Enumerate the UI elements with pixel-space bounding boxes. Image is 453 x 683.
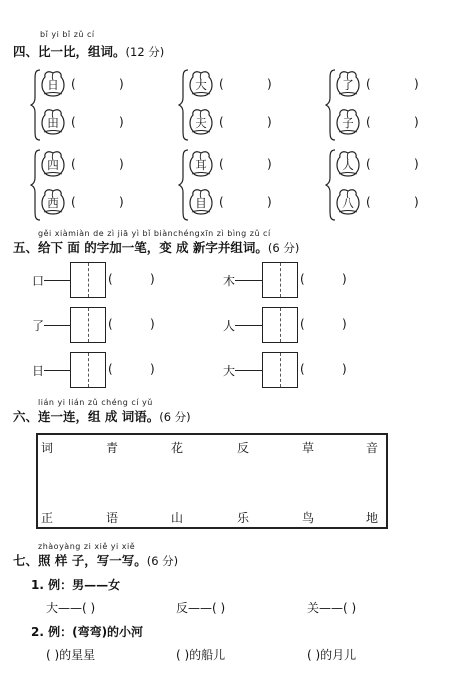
paren-close: ) xyxy=(119,157,124,171)
paren-close: ) xyxy=(342,362,347,376)
paren-open: ( xyxy=(71,115,76,129)
peach-icon xyxy=(336,70,360,98)
connector-line xyxy=(235,280,262,281)
part7-score: (6 分) xyxy=(146,554,179,568)
source-character: 人 xyxy=(223,319,236,333)
part5-title xyxy=(13,238,299,256)
peach-character: 西 xyxy=(47,196,59,210)
peach-icon xyxy=(189,108,213,136)
peach-character: 了 xyxy=(342,78,354,92)
paren-close: ) xyxy=(267,195,272,209)
paren-close: ) xyxy=(342,317,347,331)
example2-item[interactable]: ( )的星星 xyxy=(46,648,96,662)
match-word[interactable]: 鸟 xyxy=(302,511,315,525)
paren-close: ) xyxy=(119,115,124,129)
paren-open: ( xyxy=(219,77,224,91)
answer-blank[interactable] xyxy=(71,77,145,91)
peach-character: 大 xyxy=(195,78,207,92)
peach-character: 四 xyxy=(47,158,59,172)
answer-blank[interactable] xyxy=(300,362,350,376)
paren-close: ) xyxy=(150,317,155,331)
part5-title-text: 五、给下 面 的字加一笔，变 成 新字并组词。 xyxy=(13,240,268,255)
paren-open: ( xyxy=(300,362,305,376)
match-word[interactable]: 音 xyxy=(366,441,379,455)
compare-group xyxy=(30,68,145,142)
box-divider xyxy=(88,308,90,342)
example1-item[interactable]: 反——( ) xyxy=(176,601,226,615)
paren-open: ( xyxy=(71,77,76,91)
example2-label: 2. 例：(弯弯)的小河 xyxy=(31,625,144,639)
connector-line xyxy=(235,370,262,371)
paren-open: ( xyxy=(300,317,305,331)
peach-character: 田 xyxy=(47,116,59,130)
box-divider xyxy=(88,263,90,297)
peach-icon xyxy=(41,188,65,216)
writing-box[interactable] xyxy=(70,352,106,388)
example2-item[interactable]: ( )的船儿 xyxy=(176,648,226,662)
example1-item[interactable]: 关——( ) xyxy=(307,601,357,615)
part5-score: (6 分) xyxy=(267,241,300,255)
paren-close: ) xyxy=(414,77,419,91)
paren-close: ) xyxy=(119,195,124,209)
paren-close: ) xyxy=(267,77,272,91)
source-character: 大 xyxy=(223,364,236,378)
writing-box[interactable] xyxy=(70,262,106,298)
peach-character: 人 xyxy=(342,158,354,172)
paren-close: ) xyxy=(267,115,272,129)
source-character: 日 xyxy=(32,364,45,378)
paren-close: ) xyxy=(342,272,347,286)
answer-blank[interactable] xyxy=(366,195,440,209)
match-word[interactable]: 乐 xyxy=(237,511,250,525)
part6-title-text: 六、连一连，组 成 词语。 xyxy=(13,409,160,424)
peach-character: 耳 xyxy=(195,158,207,172)
answer-blank[interactable] xyxy=(219,115,293,129)
match-word[interactable]: 青 xyxy=(106,441,119,455)
connector-line xyxy=(235,325,262,326)
compare-group xyxy=(325,68,440,142)
answer-blank[interactable] xyxy=(71,115,145,129)
peach-character: 八 xyxy=(342,196,354,210)
answer-blank[interactable] xyxy=(219,77,293,91)
example1-label: 1. 例：男——女 xyxy=(31,578,121,592)
part7-pinyin: zhàoyàng zi xiě yi xiě xyxy=(38,542,136,551)
peach-icon xyxy=(336,150,360,178)
paren-open: ( xyxy=(219,157,224,171)
connector-line xyxy=(44,370,70,371)
source-character: 了 xyxy=(32,319,45,333)
answer-blank[interactable] xyxy=(108,317,158,331)
part6-title xyxy=(13,407,191,425)
paren-open: ( xyxy=(366,115,371,129)
box-divider xyxy=(280,308,282,342)
paren-close: ) xyxy=(414,157,419,171)
connector-line xyxy=(44,325,70,326)
part7-title-text: 七、照 样 子，写一写。 xyxy=(13,553,147,568)
writing-box[interactable] xyxy=(262,352,298,388)
source-character: 木 xyxy=(223,274,236,288)
part7-title xyxy=(13,551,178,569)
answer-blank[interactable] xyxy=(300,317,350,331)
paren-open: ( xyxy=(108,272,113,286)
answer-blank[interactable] xyxy=(219,195,293,209)
peach-icon xyxy=(336,108,360,136)
match-word[interactable]: 地 xyxy=(366,511,379,525)
paren-open: ( xyxy=(219,195,224,209)
example2-item[interactable]: ( )的月儿 xyxy=(307,648,357,662)
match-word[interactable]: 词 xyxy=(41,441,54,455)
compare-group xyxy=(178,68,293,142)
paren-open: ( xyxy=(71,157,76,171)
source-character: 口 xyxy=(32,274,45,288)
answer-blank[interactable] xyxy=(300,272,350,286)
peach-icon xyxy=(41,150,65,178)
answer-blank[interactable] xyxy=(366,157,440,171)
part4-pinyin: bǐ yi bǐ zǔ cí xyxy=(40,30,95,39)
answer-blank[interactable] xyxy=(71,157,145,171)
paren-close: ) xyxy=(267,157,272,171)
part6-pinyin: lián yi lián zǔ chéng cí yǔ xyxy=(38,398,153,407)
paren-close: ) xyxy=(414,115,419,129)
example1-item[interactable]: 大——( ) xyxy=(46,601,96,615)
match-word[interactable]: 花 xyxy=(171,441,184,455)
paren-open: ( xyxy=(219,115,224,129)
paren-open: ( xyxy=(108,362,113,376)
peach-icon xyxy=(41,70,65,98)
part4-title xyxy=(13,42,164,60)
writing-box[interactable] xyxy=(70,307,106,343)
answer-blank[interactable] xyxy=(219,157,293,171)
paren-open: ( xyxy=(366,157,371,171)
box-divider xyxy=(280,353,282,387)
part5-pinyin: gěi xiàmiàn de zì jiā yì bǐ biànchéngxīn zì bìng zǔ cí xyxy=(38,229,271,238)
match-word[interactable]: 山 xyxy=(171,511,184,525)
connector-line xyxy=(44,280,70,281)
word-match-frame xyxy=(36,433,388,529)
compare-group xyxy=(178,148,293,222)
paren-open: ( xyxy=(71,195,76,209)
paren-close: ) xyxy=(414,195,419,209)
writing-box[interactable] xyxy=(262,262,298,298)
match-word[interactable]: 语 xyxy=(106,511,119,525)
match-word[interactable]: 反 xyxy=(237,441,250,455)
peach-character: 天 xyxy=(195,116,207,130)
box-divider xyxy=(88,353,90,387)
writing-box[interactable] xyxy=(262,307,298,343)
peach-icon xyxy=(336,188,360,216)
part4-score: (12 分) xyxy=(125,45,165,59)
compare-group xyxy=(30,148,145,222)
compare-group xyxy=(325,148,440,222)
answer-blank[interactable] xyxy=(366,77,440,91)
peach-icon xyxy=(41,108,65,136)
peach-character: 日 xyxy=(47,78,59,92)
peach-character: 目 xyxy=(195,196,207,210)
answer-blank[interactable] xyxy=(108,272,158,286)
peach-character: 子 xyxy=(342,116,354,130)
paren-open: ( xyxy=(366,195,371,209)
paren-open: ( xyxy=(108,317,113,331)
paren-close: ) xyxy=(150,362,155,376)
answer-blank[interactable] xyxy=(71,195,145,209)
match-word[interactable]: 正 xyxy=(41,511,54,525)
part4-title-text: 四、比一比，组词。 xyxy=(13,44,126,59)
part6-score: (6 分) xyxy=(159,410,191,424)
peach-icon xyxy=(189,188,213,216)
peach-icon xyxy=(189,150,213,178)
answer-blank[interactable] xyxy=(108,362,158,376)
paren-open: ( xyxy=(300,272,305,286)
paren-close: ) xyxy=(150,272,155,286)
paren-open: ( xyxy=(366,77,371,91)
match-word[interactable]: 草 xyxy=(302,441,315,455)
answer-blank[interactable] xyxy=(366,115,440,129)
paren-close: ) xyxy=(119,77,124,91)
box-divider xyxy=(280,263,282,297)
peach-icon xyxy=(189,70,213,98)
